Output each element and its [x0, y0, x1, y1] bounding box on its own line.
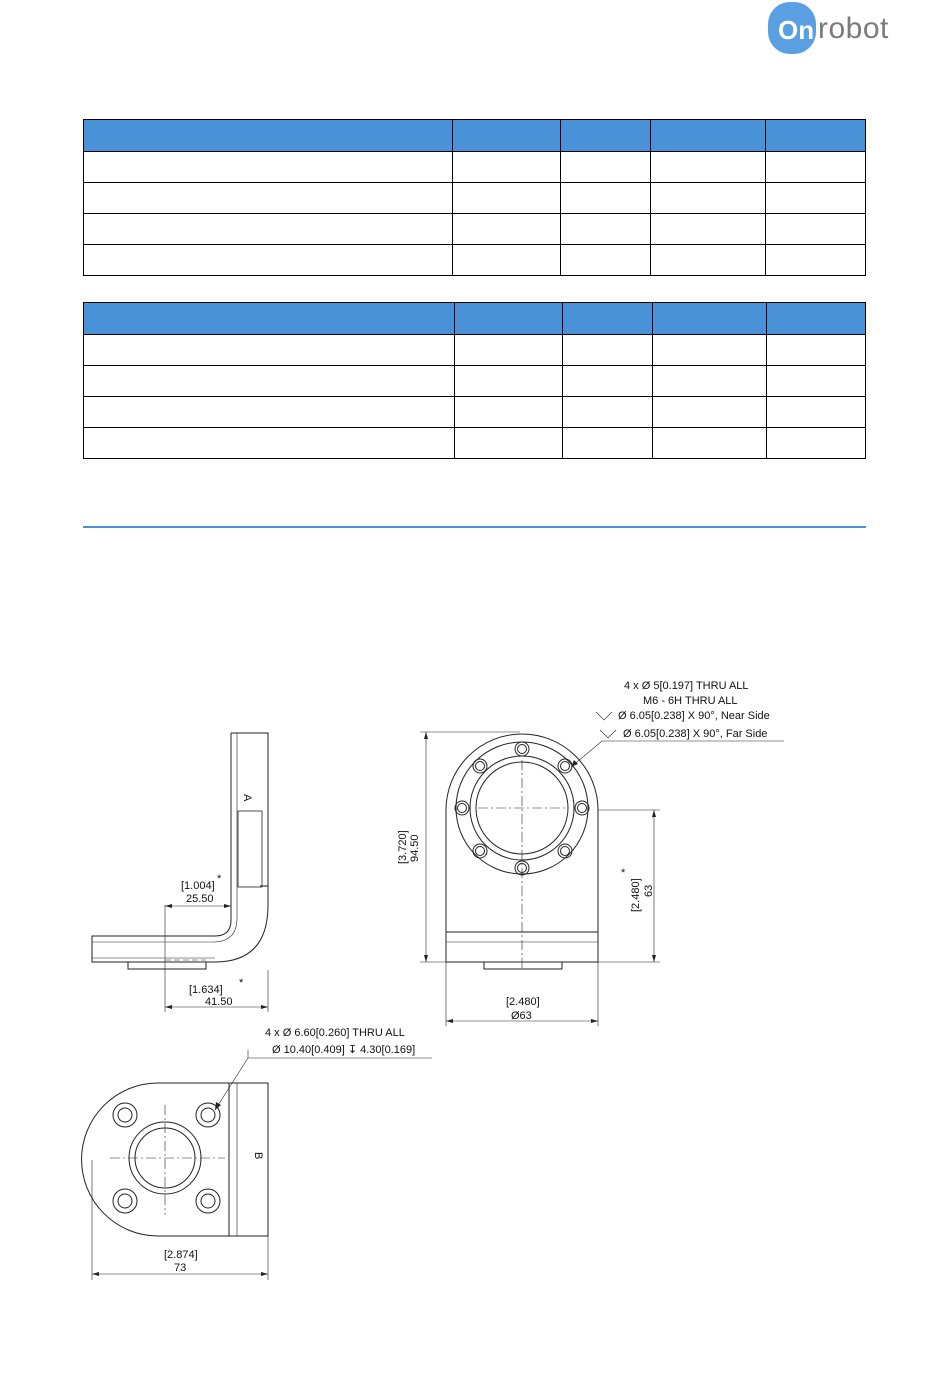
front-height-in: [3.720] [397, 830, 409, 864]
logo-mark: On [778, 15, 815, 45]
bottom-label-b: B [252, 1152, 264, 1160]
front-note-line2: M6 - 6H THRU ALL [643, 695, 738, 707]
side-dim1-star: * [217, 873, 222, 885]
side-label-a: A [241, 794, 253, 802]
bottom-note-line2: Ø 10.40[0.409] ↧ 4.30[0.169] [272, 1044, 416, 1056]
front-center-mm: 63 [643, 884, 655, 897]
front-note-line3: Ø 6.05[0.238] X 90°, Near Side [618, 710, 770, 722]
front-note-line1: 4 x Ø 5[0.197] THRU ALL [624, 680, 749, 692]
side-dim2-star: * [239, 977, 244, 989]
side-dim1-in: [1.004] [181, 880, 215, 892]
front-center-star: * [621, 867, 626, 879]
side-dim2-mm: 41.50 [205, 996, 233, 1008]
front-height-mm: 94.50 [409, 834, 421, 862]
bottom-width-in: [2.874] [164, 1249, 198, 1261]
bottom-width-mm: 73 [174, 1262, 187, 1274]
logo-text: robot [818, 12, 889, 45]
front-note-line4: Ø 6.05[0.238] X 90°, Far Side [623, 728, 768, 740]
side-dim1-mm: 25.50 [186, 893, 214, 905]
front-center-in: [2.480] [630, 878, 642, 912]
front-width-mm: Ø63 [511, 1010, 532, 1022]
bottom-note-line1: 4 x Ø 6.60[0.260] THRU ALL [265, 1027, 405, 1039]
front-view [420, 712, 784, 1026]
side-dim2-in: [1.634] [189, 984, 223, 996]
side-view [92, 733, 268, 1012]
bottom-view [82, 1050, 432, 1280]
front-width-in: [2.480] [506, 996, 540, 1008]
